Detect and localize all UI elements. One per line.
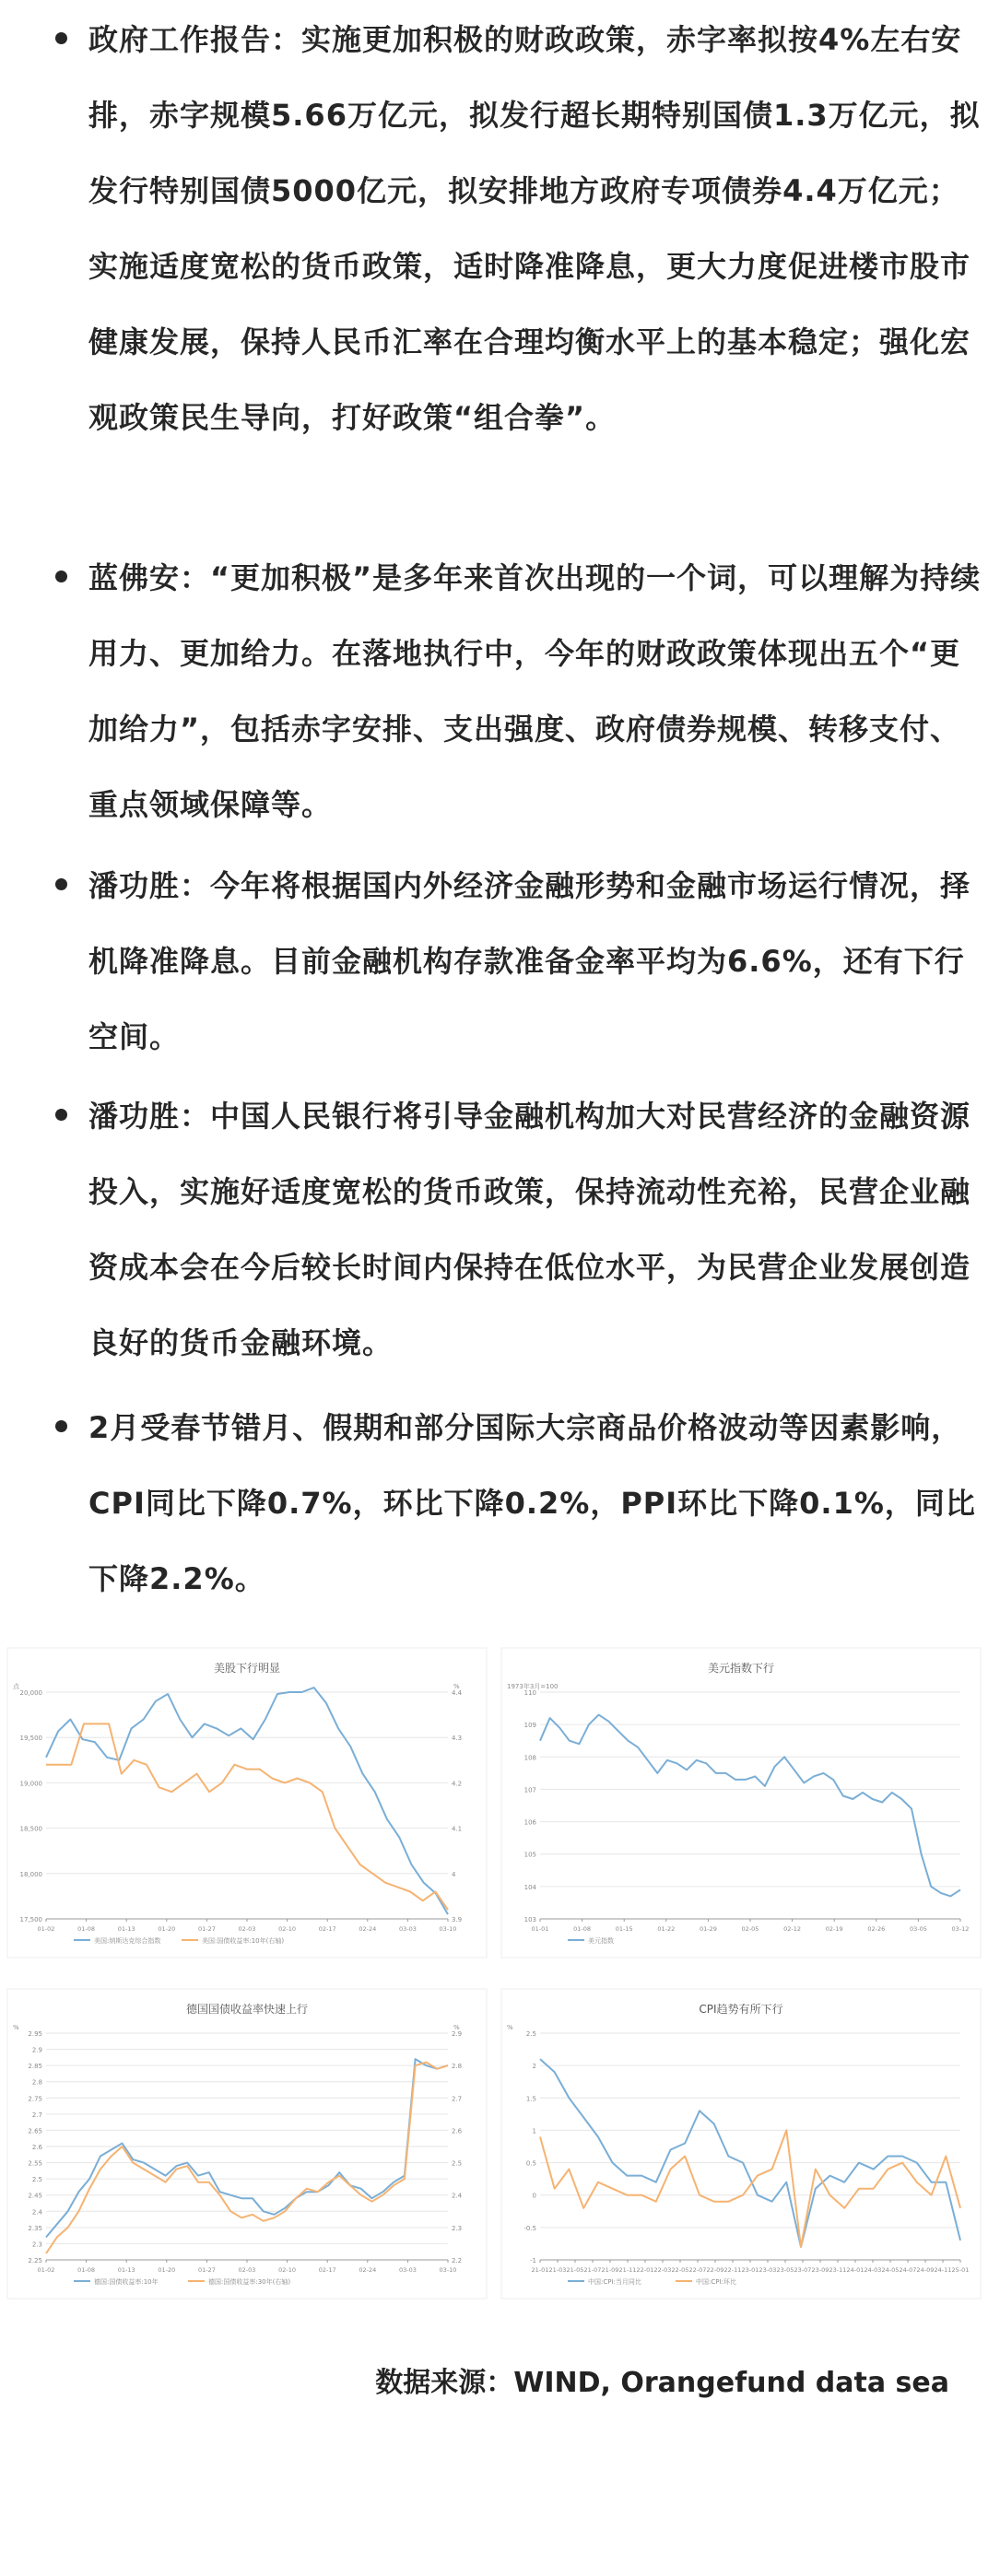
x-tick-label: 21-09 [601, 2266, 619, 2274]
x-tick-label: 01-08 [573, 1925, 592, 1933]
y-right-tick-label: 2.6 [452, 2127, 463, 2135]
axis-unit-right: % [453, 2024, 460, 2031]
y-tick-label: 19,500 [19, 1735, 42, 1743]
chart-dollar-index [494, 1641, 988, 1965]
y-tick-label: 106 [523, 1818, 536, 1827]
x-tick-label: 01-20 [158, 2266, 176, 2274]
chart-us-stocks-svg [0, 1641, 494, 1965]
y-right-tick-label: 4.3 [452, 1735, 463, 1743]
x-tick-label: 22-07 [688, 2266, 707, 2274]
chart-title: 德国国债收益率快速上行 [185, 2003, 309, 2016]
chart-cpi-svg [494, 1982, 988, 2306]
x-tick-label: 03-10 [439, 2266, 457, 2274]
x-tick-label: 02-10 [278, 1925, 297, 1933]
bullet-text: 2月受春节错月、假期和部分国际大宗商品价格波动等因素影响， CPI同比下降0.7%，环比下降0.2%，PPI环比下降0.1%，同比下降2.2%。 [88, 1410, 976, 1596]
x-tick-label: 01-08 [77, 2266, 96, 2274]
y-tick-label: 19,000 [19, 1780, 42, 1788]
x-tick-label: 01-02 [37, 2266, 55, 2274]
x-tick-label: 02-10 [278, 2266, 297, 2274]
bullet-item [55, 2, 982, 455]
x-tick-label: 01-08 [77, 1925, 96, 1933]
x-tick-label: 22-09 [706, 2266, 724, 2274]
x-tick-label: 23-09 [811, 2266, 829, 2274]
legend-label: 美元指数 [588, 1937, 614, 1945]
y-right-tick-label: 2.4 [452, 2192, 463, 2200]
y-tick-label: 2.3 [31, 2241, 42, 2249]
x-tick-label: 02-26 [867, 1925, 886, 1933]
x-tick-label: 02-12 [783, 1925, 802, 1933]
x-tick-label: 02-24 [359, 2266, 377, 2274]
axis-unit-left: % [507, 2024, 513, 2031]
axis-unit-left: % [13, 2024, 19, 2031]
y-right-tick-label: 4.1 [452, 1825, 463, 1833]
y-tick-label: 2.6 [31, 2144, 42, 2151]
x-tick-label: 24-01 [846, 2266, 864, 2274]
y-tick-label: 2.95 [28, 2030, 42, 2038]
chart-frame [7, 1989, 487, 2299]
axis-unit-right: % [453, 1683, 460, 1690]
y-right-tick-label: 2.8 [452, 2063, 463, 2071]
y-tick-label: 2.35 [28, 2224, 42, 2232]
y-right-tick-label: 2.3 [452, 2224, 463, 2232]
x-tick-label: 02-17 [318, 2266, 336, 2274]
x-tick-label: 21-05 [566, 2266, 584, 2274]
x-tick-label: 21-03 [548, 2266, 567, 2274]
legend-label: 美国:纳斯达克综合指数 [94, 1937, 161, 1945]
y-tick-label: 103 [523, 1916, 536, 1923]
x-tick-label: 23-03 [759, 2266, 777, 2274]
legend-label: 中国:CPI:环比 [696, 2278, 736, 2286]
y-tick-label: 17,500 [19, 1916, 42, 1923]
x-tick-label: 03-03 [398, 1925, 417, 1933]
x-tick-label: 03-12 [951, 1925, 970, 1933]
y-tick-label: 18,500 [19, 1825, 42, 1833]
bullet-text: 潘功胜：中国人民银行将引导金融机构加大对民营经济的金融资源投入，实施好适度宽松的货币政策，保持流动性充裕，民营企业融资成本会在今后较长时间内保持在低位水平，为民营企业发展创造良好的货币金融环境。 [88, 1099, 971, 1360]
y-tick-label: 2.9 [31, 2046, 42, 2054]
chart-frame [501, 1989, 981, 2299]
x-tick-label: 24-09 [916, 2266, 935, 2274]
x-tick-label: 21-07 [583, 2266, 602, 2274]
x-tick-label: 01-29 [699, 1925, 717, 1933]
x-tick-label: 23-11 [829, 2266, 847, 2274]
bullet-dot-icon [55, 570, 67, 582]
x-tick-label: 01-02 [37, 1925, 55, 1933]
x-tick-label: 01-27 [197, 2266, 216, 2274]
y-tick-label: 2.65 [28, 2127, 42, 2135]
y-right-tick-label: 4.4 [452, 1689, 463, 1697]
legend-label: 中国:CPI:当月同比 [588, 2278, 641, 2286]
y-right-tick-label: 2.9 [452, 2030, 463, 2038]
bullet-item [55, 1078, 982, 1381]
y-tick-label: 1 [532, 2127, 536, 2135]
chart-frame [7, 1648, 487, 1958]
chart-title: CPI趋势有所下行 [699, 2003, 783, 2016]
x-tick-label: 01-13 [117, 2266, 135, 2274]
y-tick-label: 2.55 [28, 2159, 42, 2168]
y-right-tick-label: 4 [452, 1870, 456, 1878]
x-tick-label: 24-11 [934, 2266, 952, 2274]
x-tick-label: 02-05 [741, 1925, 759, 1933]
y-tick-label: 2.5 [525, 2030, 536, 2038]
x-tick-label: 03-10 [439, 1925, 457, 1933]
chart-cpi [494, 1982, 988, 2306]
y-tick-label: 107 [523, 1786, 536, 1794]
x-tick-label: 03-05 [909, 1925, 927, 1933]
charts-grid [0, 1641, 988, 2341]
y-tick-label: 1.5 [525, 2095, 536, 2103]
axis-unit-left: 点 [13, 1683, 19, 1690]
x-tick-label: 01-13 [117, 1925, 135, 1933]
x-tick-label: 23-01 [741, 2266, 759, 2274]
y-right-tick-label: 3.9 [452, 1916, 463, 1923]
x-tick-label: 01-27 [197, 1925, 216, 1933]
x-tick-label: 02-19 [825, 1925, 843, 1933]
y-tick-label: 108 [523, 1754, 536, 1762]
x-tick-label: 02-17 [318, 1925, 336, 1933]
x-tick-label: 23-07 [794, 2266, 812, 2274]
y-tick-label: 110 [523, 1689, 536, 1697]
x-tick-label: 22-03 [653, 2266, 672, 2274]
y-tick-label: 2.7 [31, 2111, 42, 2119]
legend-label: 德国:国债收益率:10年 [94, 2278, 159, 2286]
axis-unit-left: 1973年3月=100 [507, 1683, 559, 1690]
y-tick-label: -0.5 [523, 2224, 536, 2232]
y-tick-label: 2.25 [28, 2257, 42, 2264]
x-tick-label: 25-01 [951, 2266, 970, 2274]
x-tick-label: 02-24 [359, 1925, 377, 1933]
y-right-tick-label: 2.5 [452, 2159, 463, 2168]
bullet-text: 蓝佛安：“更加积极”是多年来首次出现的一个词，可以理解为持续用力、更加给力。在落地执行中，今年的财政政策体现出五个“更加给力”，包括赤字安排、支出强度、政府债券规模、转移支付、重点领域保障等。 [88, 560, 982, 822]
chart-dollar-index-svg [494, 1641, 988, 1965]
y-tick-label: 2.4 [31, 2208, 42, 2217]
bullet-dot-icon [55, 1109, 67, 1121]
y-tick-label: 2 [532, 2063, 536, 2071]
bullet-dot-icon [55, 1420, 67, 1432]
y-tick-label: -1 [530, 2257, 536, 2264]
x-tick-label: 02-03 [238, 2266, 256, 2274]
bullet-item [55, 540, 982, 842]
x-tick-label: 02-03 [238, 1925, 256, 1933]
chart-title: 美股下行明显 [213, 1662, 281, 1675]
bullet-item [55, 848, 982, 1075]
x-tick-label: 23-05 [776, 2266, 794, 2274]
y-tick-label: 0 [532, 2192, 536, 2200]
y-tick-label: 105 [523, 1851, 536, 1859]
chart-us-stocks [0, 1641, 494, 1965]
x-tick-label: 22-11 [723, 2266, 742, 2274]
x-tick-label: 21-01 [531, 2266, 549, 2274]
chart-german-bonds-svg [0, 1982, 494, 2306]
y-tick-label: 109 [523, 1722, 536, 1730]
chart-title: 美元指数下行 [707, 1662, 775, 1675]
x-tick-label: 24-03 [864, 2266, 882, 2274]
x-tick-label: 01-20 [158, 1925, 176, 1933]
legend-label: 美国:国债收益率:10年(右轴) [202, 1937, 285, 1945]
y-right-tick-label: 2.2 [452, 2257, 463, 2264]
y-tick-label: 2.75 [28, 2095, 42, 2103]
y-right-tick-label: 2.7 [452, 2095, 463, 2103]
y-tick-label: 2.8 [31, 2078, 42, 2087]
chart-frame [501, 1648, 981, 1958]
x-tick-label: 24-07 [899, 2266, 917, 2274]
y-tick-label: 2.45 [28, 2192, 42, 2200]
x-tick-label: 21-11 [618, 2266, 637, 2274]
x-tick-label: 24-05 [881, 2266, 900, 2274]
source-note: 数据来源：WIND, Orangefund data sea [375, 2367, 949, 2399]
x-tick-label: 01-22 [657, 1925, 676, 1933]
x-tick-label: 01-01 [531, 1925, 549, 1933]
y-right-tick-label: 4.2 [452, 1780, 463, 1788]
x-tick-label: 03-03 [398, 2266, 417, 2274]
bullet-text: 潘功胜：今年将根据国内外经济金融形势和金融市场运行情况，择机降准降息。目前金融机构存款准备金率平均为6.6%，还有下行空间。 [88, 868, 971, 1054]
legend-label: 德国:国债收益率:30年(右轴) [208, 2278, 291, 2286]
bullet-dot-icon [55, 878, 67, 890]
x-tick-label: 22-05 [671, 2266, 689, 2274]
chart-german-bonds [0, 1982, 494, 2306]
x-tick-label: 01-15 [615, 1925, 633, 1933]
y-tick-label: 2.85 [28, 2063, 42, 2071]
bullet-item [55, 1390, 982, 1617]
y-tick-label: 104 [523, 1883, 536, 1891]
y-tick-label: 2.5 [31, 2176, 42, 2184]
bullet-text: 政府工作报告：实施更加积极的财政政策，赤字率拟按4%左右安排，赤字规模5.66万亿元，拟发行超长期特别国债1.3万亿元，拟发行特别国债5000亿元，拟安排地方政府专项债券4.4万亿元；实施适度宽松的货币政策，适时降准降息，更大力度促进楼市股市健康发展，保持人民币汇率在合理均衡水平上的基本稳定；强化宏观政策民生导向，打好政策“组合拳”。 [88, 22, 981, 435]
y-tick-label: 18,000 [19, 1870, 42, 1878]
x-tick-label: 22-01 [636, 2266, 654, 2274]
bullet-dot-icon [55, 32, 67, 44]
y-tick-label: 20,000 [19, 1689, 42, 1697]
y-tick-label: 0.5 [525, 2159, 536, 2168]
